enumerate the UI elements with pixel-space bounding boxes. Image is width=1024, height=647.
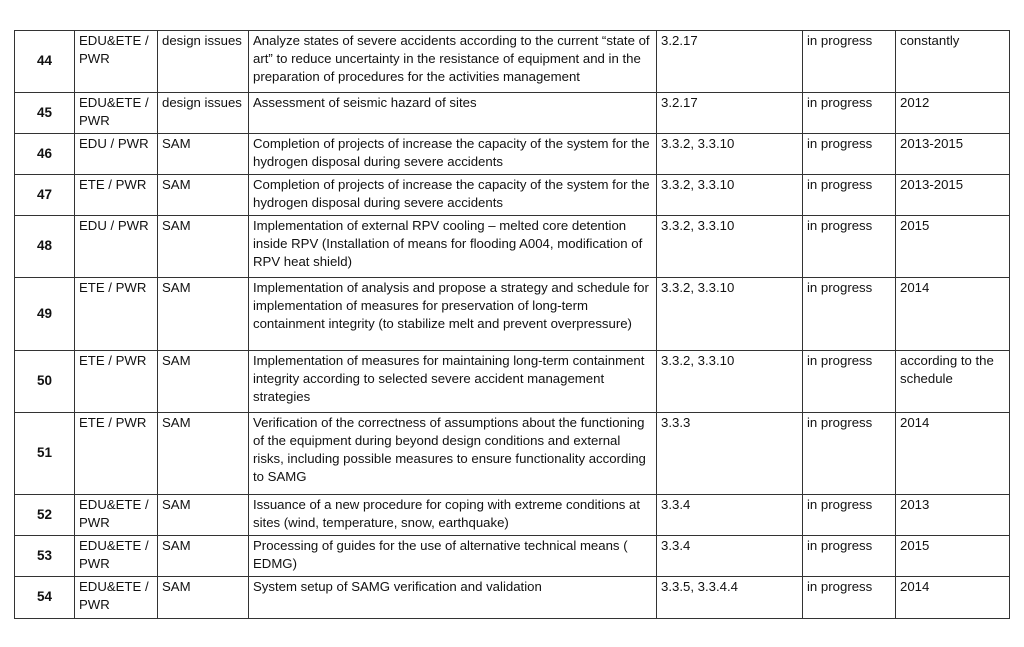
deadline-cell: 2015 bbox=[896, 216, 1010, 278]
row-number: 48 bbox=[15, 216, 75, 278]
deadline-cell: according to the schedule bbox=[896, 351, 1010, 413]
row-number: 45 bbox=[15, 93, 75, 134]
table-row bbox=[15, 536, 1010, 577]
unit-cell: ETE / PWR bbox=[75, 351, 158, 413]
description-cell: Implementation of external RPV cooling – melted core detention inside RPV (Installation of means for flooding A004, modification of RPV heat shield) bbox=[249, 216, 657, 278]
area-cell: SAM bbox=[158, 536, 249, 577]
deadline-cell: 2013 bbox=[896, 495, 1010, 536]
status-cell: in progress bbox=[803, 216, 896, 278]
deadline-cell: 2014 bbox=[896, 278, 1010, 351]
reference-cell: 3.3.5, 3.3.4.4 bbox=[657, 577, 803, 619]
area-cell: SAM bbox=[158, 413, 249, 495]
unit-cell: EDU&ETE / PWR bbox=[75, 93, 158, 134]
description-cell: Completion of projects of increase the capacity of the system for the hydrogen disposal during severe accidents bbox=[249, 134, 657, 175]
row-number: 54 bbox=[15, 577, 75, 619]
reference-cell: 3.3.2, 3.3.10 bbox=[657, 134, 803, 175]
reference-cell: 3.3.2, 3.3.10 bbox=[657, 278, 803, 351]
unit-cell: EDU&ETE / PWR bbox=[75, 577, 158, 619]
description-cell: Analyze states of severe accidents according to the current “state of art” to reduce uncertainty in the resistance of equipment and in the preparation of procedures for the activities management bbox=[249, 31, 657, 93]
deadline-cell: 2012 bbox=[896, 93, 1010, 134]
unit-cell: ETE / PWR bbox=[75, 278, 158, 351]
area-cell: design issues bbox=[158, 93, 249, 134]
status-cell: in progress bbox=[803, 577, 896, 619]
reference-cell: 3.3.3 bbox=[657, 413, 803, 495]
table-row bbox=[15, 134, 1010, 175]
unit-cell: EDU&ETE / PWR bbox=[75, 536, 158, 577]
unit-cell: EDU&ETE / PWR bbox=[75, 31, 158, 93]
area-cell: design issues bbox=[158, 31, 249, 93]
area-cell: SAM bbox=[158, 351, 249, 413]
area-cell: SAM bbox=[158, 216, 249, 278]
row-number: 52 bbox=[15, 495, 75, 536]
reference-cell: 3.3.2, 3.3.10 bbox=[657, 351, 803, 413]
area-cell: SAM bbox=[158, 134, 249, 175]
reference-cell: 3.3.4 bbox=[657, 536, 803, 577]
area-cell: SAM bbox=[158, 495, 249, 536]
description-cell: System setup of SAMG verification and validation bbox=[249, 577, 657, 619]
status-cell: in progress bbox=[803, 351, 896, 413]
deadline-cell: 2013-2015 bbox=[896, 134, 1010, 175]
reference-cell: 3.2.17 bbox=[657, 31, 803, 93]
status-cell: in progress bbox=[803, 413, 896, 495]
reference-cell: 3.3.2, 3.3.10 bbox=[657, 216, 803, 278]
deadline-cell: 2015 bbox=[896, 536, 1010, 577]
deadline-cell: 2014 bbox=[896, 577, 1010, 619]
description-cell: Implementation of measures for maintaining long-term containment integrity according to selected severe accident management strategies bbox=[249, 351, 657, 413]
table-row bbox=[15, 216, 1010, 278]
deadline-cell: 2014 bbox=[896, 413, 1010, 495]
unit-cell: ETE / PWR bbox=[75, 413, 158, 495]
table-row bbox=[15, 278, 1010, 351]
description-cell: Issuance of a new procedure for coping with extreme conditions at sites (wind, temperature, snow, earthquake) bbox=[249, 495, 657, 536]
reference-cell: 3.2.17 bbox=[657, 93, 803, 134]
table-row bbox=[15, 351, 1010, 413]
status-cell: in progress bbox=[803, 175, 896, 216]
status-cell: in progress bbox=[803, 134, 896, 175]
table-row bbox=[15, 495, 1010, 536]
unit-cell: ETE / PWR bbox=[75, 175, 158, 216]
description-cell: Completion of projects of increase the capacity of the system for the hydrogen disposal during severe accidents bbox=[249, 175, 657, 216]
row-number: 47 bbox=[15, 175, 75, 216]
table-row bbox=[15, 413, 1010, 495]
area-cell: SAM bbox=[158, 175, 249, 216]
row-number: 44 bbox=[15, 31, 75, 93]
table-row bbox=[15, 577, 1010, 619]
action-plan-table bbox=[14, 30, 1010, 619]
status-cell: in progress bbox=[803, 278, 896, 351]
row-number: 50 bbox=[15, 351, 75, 413]
reference-cell: 3.3.2, 3.3.10 bbox=[657, 175, 803, 216]
table-row bbox=[15, 31, 1010, 93]
deadline-cell: constantly bbox=[896, 31, 1010, 93]
status-cell: in progress bbox=[803, 536, 896, 577]
status-cell: in progress bbox=[803, 93, 896, 134]
area-cell: SAM bbox=[158, 278, 249, 351]
table-row bbox=[15, 175, 1010, 216]
row-number: 51 bbox=[15, 413, 75, 495]
reference-cell: 3.3.4 bbox=[657, 495, 803, 536]
status-cell: in progress bbox=[803, 31, 896, 93]
description-cell: Assessment of seismic hazard of sites bbox=[249, 93, 657, 134]
description-cell: Processing of guides for the use of alternative technical means ( EDMG) bbox=[249, 536, 657, 577]
unit-cell: EDU / PWR bbox=[75, 216, 158, 278]
status-cell: in progress bbox=[803, 495, 896, 536]
description-cell: Verification of the correctness of assumptions about the functioning of the equipment during beyond design conditions and external risks, including possible measures to ensure functionality according to SAMG bbox=[249, 413, 657, 495]
deadline-cell: 2013-2015 bbox=[896, 175, 1010, 216]
row-number: 49 bbox=[15, 278, 75, 351]
table-row bbox=[15, 93, 1010, 134]
row-number: 46 bbox=[15, 134, 75, 175]
unit-cell: EDU&ETE / PWR bbox=[75, 495, 158, 536]
area-cell: SAM bbox=[158, 577, 249, 619]
unit-cell: EDU / PWR bbox=[75, 134, 158, 175]
row-number: 53 bbox=[15, 536, 75, 577]
description-cell: Implementation of analysis and propose a strategy and schedule for implementation of measures for preservation of long-term containment integrity (to stabilize melt and prevent overpressure) bbox=[249, 278, 657, 351]
